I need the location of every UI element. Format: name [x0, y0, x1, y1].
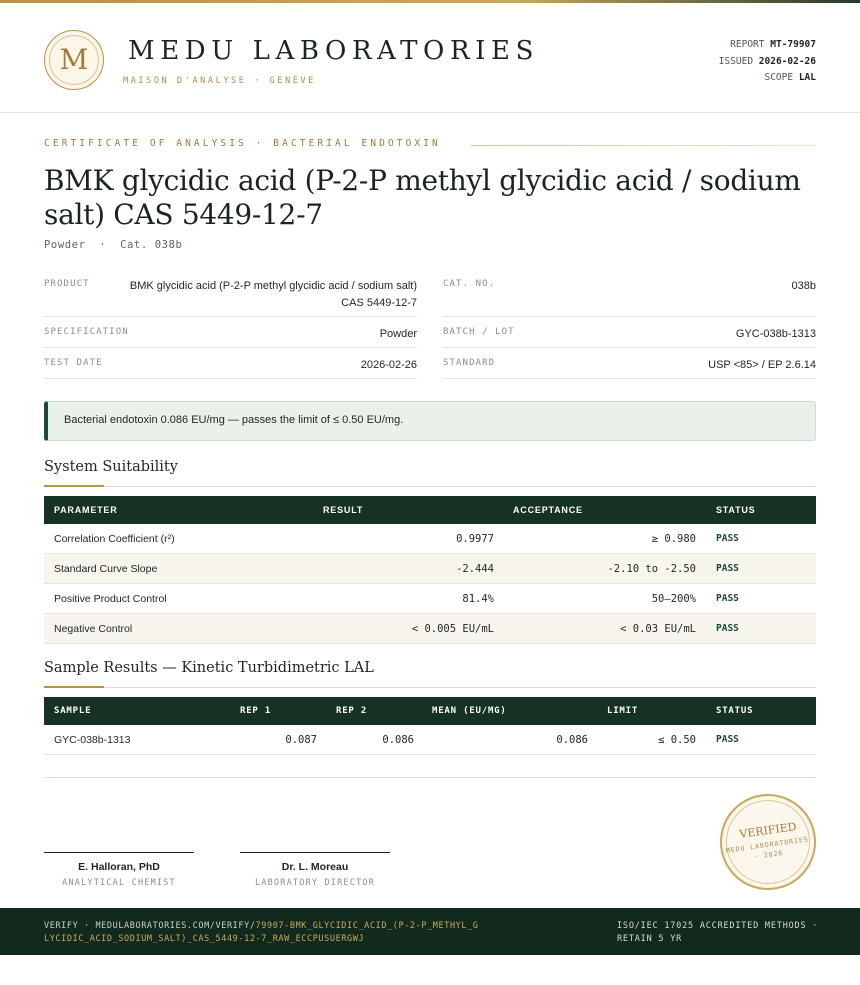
sample-results-table	[44, 697, 816, 755]
logo-letter: M	[49, 35, 99, 85]
status-badge: PASS	[716, 563, 739, 574]
column-header: MEAN (EU/MG)	[432, 706, 507, 716]
cell-acceptance: -2.10 to -2.50	[607, 563, 696, 575]
info-row-test-date	[44, 348, 417, 379]
page-footer	[0, 908, 860, 955]
cell-parameter: Positive Product Control	[54, 593, 167, 605]
section-accent	[44, 686, 104, 688]
table-row	[44, 584, 816, 614]
seal-main-text: VERIFIED	[738, 820, 798, 841]
section-title-system-suitability: System Suitability	[44, 459, 178, 475]
brand-name: MEDU LABORATORIES	[128, 36, 539, 66]
product-subtitle: Powder · Cat. 038b	[44, 239, 183, 251]
cell-acceptance: < 0.03 EU/mL	[620, 623, 696, 635]
certificate-eyebrow	[44, 138, 816, 152]
info-label: CAT. NO.	[443, 279, 496, 289]
system-suitability-table	[44, 496, 816, 644]
table-row	[44, 725, 816, 755]
info-value: BMK glycidic acid (P-2-P methyl glycidic acid / sodium salt) CAS 5449-12-7	[129, 280, 417, 309]
section-title-sample-results: Sample Results — Kinetic Turbidimetric LAL	[44, 660, 374, 676]
footer-accreditation: ISO/IEC 17025 ACCREDITED METHODS · RETAIN 5 YR	[617, 921, 819, 944]
status-badge: PASS	[716, 734, 739, 745]
signature-block-chemist	[44, 852, 194, 888]
signature-role: LABORATORY DIRECTOR	[254, 878, 376, 888]
verified-seal	[720, 794, 816, 890]
result-banner	[44, 401, 816, 441]
brand-tagline: MAISON D'ANALYSE · GENÈVE	[123, 76, 316, 86]
section-rule	[44, 486, 816, 487]
verify-link[interactable]	[44, 920, 484, 945]
info-label: STANDARD	[443, 358, 496, 368]
cell-limit: ≤ 0.50	[658, 734, 696, 746]
cell-acceptance: ≥ 0.980	[651, 533, 696, 545]
info-label: SPECIFICATION	[44, 327, 129, 337]
product-title: BMK glycidic acid (P-2-P methyl glycidic acid / sodium salt) CAS 5449-12-7	[44, 164, 801, 231]
info-value: Powder	[379, 328, 417, 340]
column-header: RESULT	[323, 505, 364, 515]
cell-result: 0.9977	[456, 533, 494, 545]
cell-mean: 0.086	[556, 734, 588, 746]
cell-parameter: Negative Control	[54, 623, 133, 635]
cell-acceptance: 50–200%	[651, 593, 696, 605]
column-header: PARAMETER	[54, 505, 118, 515]
seal-sub-text: MEDU LABORATORIES · 2026	[725, 835, 810, 861]
info-row-product	[44, 270, 417, 317]
report-meta-issued: ISSUED 2026-02-26	[718, 55, 816, 67]
cell-parameter: Standard Curve Slope	[54, 563, 158, 575]
section-accent	[44, 485, 104, 487]
page-header	[0, 3, 860, 113]
status-badge: PASS	[716, 593, 739, 604]
section-rule	[44, 687, 816, 688]
signature-divider	[44, 777, 816, 778]
signature-role: ANALYTICAL CHEMIST	[62, 878, 176, 888]
table-header	[44, 697, 816, 725]
column-header: REP 1	[240, 706, 272, 716]
info-value: 2026-02-26	[360, 359, 417, 371]
info-value: 038b	[791, 280, 816, 292]
info-row-cat-no	[443, 270, 816, 317]
info-label: PRODUCT	[44, 279, 90, 289]
logo-emblem	[44, 30, 104, 90]
info-label: BATCH / LOT	[443, 327, 515, 337]
info-panel-left	[44, 270, 417, 379]
info-value: GYC-038b-1313	[735, 328, 816, 340]
table-header	[44, 496, 816, 524]
column-header: STATUS	[716, 706, 754, 716]
cell-result: 81.4%	[462, 593, 494, 605]
status-badge: PASS	[716, 533, 739, 544]
signature-name: E. Halloran, PhD	[78, 861, 160, 873]
column-header: SAMPLE	[54, 706, 92, 716]
status-badge: PASS	[716, 623, 739, 634]
eyebrow-text: CERTIFICATE OF ANALYSIS · BACTERIAL ENDOTOXIN	[44, 138, 441, 149]
result-banner-text: Bacterial endotoxin 0.086 EU/mg — passes the limit of ≤ 0.50 EU/mg.	[64, 414, 404, 426]
cell-rep1: 0.087	[285, 734, 317, 746]
report-meta	[719, 37, 816, 87]
verify-prefix: VERIFY · MEDULABORATORIES.COM/VERIFY/	[44, 921, 256, 931]
signature-name: Dr. L. Moreau	[281, 861, 349, 873]
info-value: USP <85> / EP 2.6.14	[708, 359, 816, 371]
column-header: LIMIT	[607, 706, 639, 716]
cell-parameter: Correlation Coefficient (r²)	[54, 533, 175, 545]
verify-path: 79907-BMK_GLYCIDIC_ACID_(P-2-P_METHYL_GLYCIDIC_ACID_SODIUM_SALT)_CAS_5449-12-7_RAW_ECCPUSUERGWJ	[44, 921, 479, 944]
info-label: TEST DATE	[44, 358, 103, 368]
column-header: REP 2	[336, 706, 368, 716]
report-meta-scope: SCOPE LAL	[764, 72, 816, 84]
column-header: STATUS	[716, 505, 756, 515]
signature-block-director	[240, 852, 390, 888]
column-header: ACCEPTANCE	[513, 505, 583, 515]
report-meta-report: REPORT MT-79907	[730, 39, 816, 50]
info-row-batch	[443, 317, 816, 348]
cell-result: < 0.005 EU/mL	[411, 623, 494, 635]
cell-rep2: 0.086	[382, 734, 414, 746]
info-row-standard	[443, 348, 816, 379]
info-row-specification	[44, 317, 417, 348]
table-row	[44, 554, 816, 584]
eyebrow-rule	[471, 145, 816, 146]
table-row	[44, 614, 816, 644]
table-row	[44, 524, 816, 554]
cell-sample: GYC-038b-1313	[54, 734, 131, 746]
info-panel-right	[443, 270, 816, 379]
cell-result: -2.444	[456, 563, 494, 575]
